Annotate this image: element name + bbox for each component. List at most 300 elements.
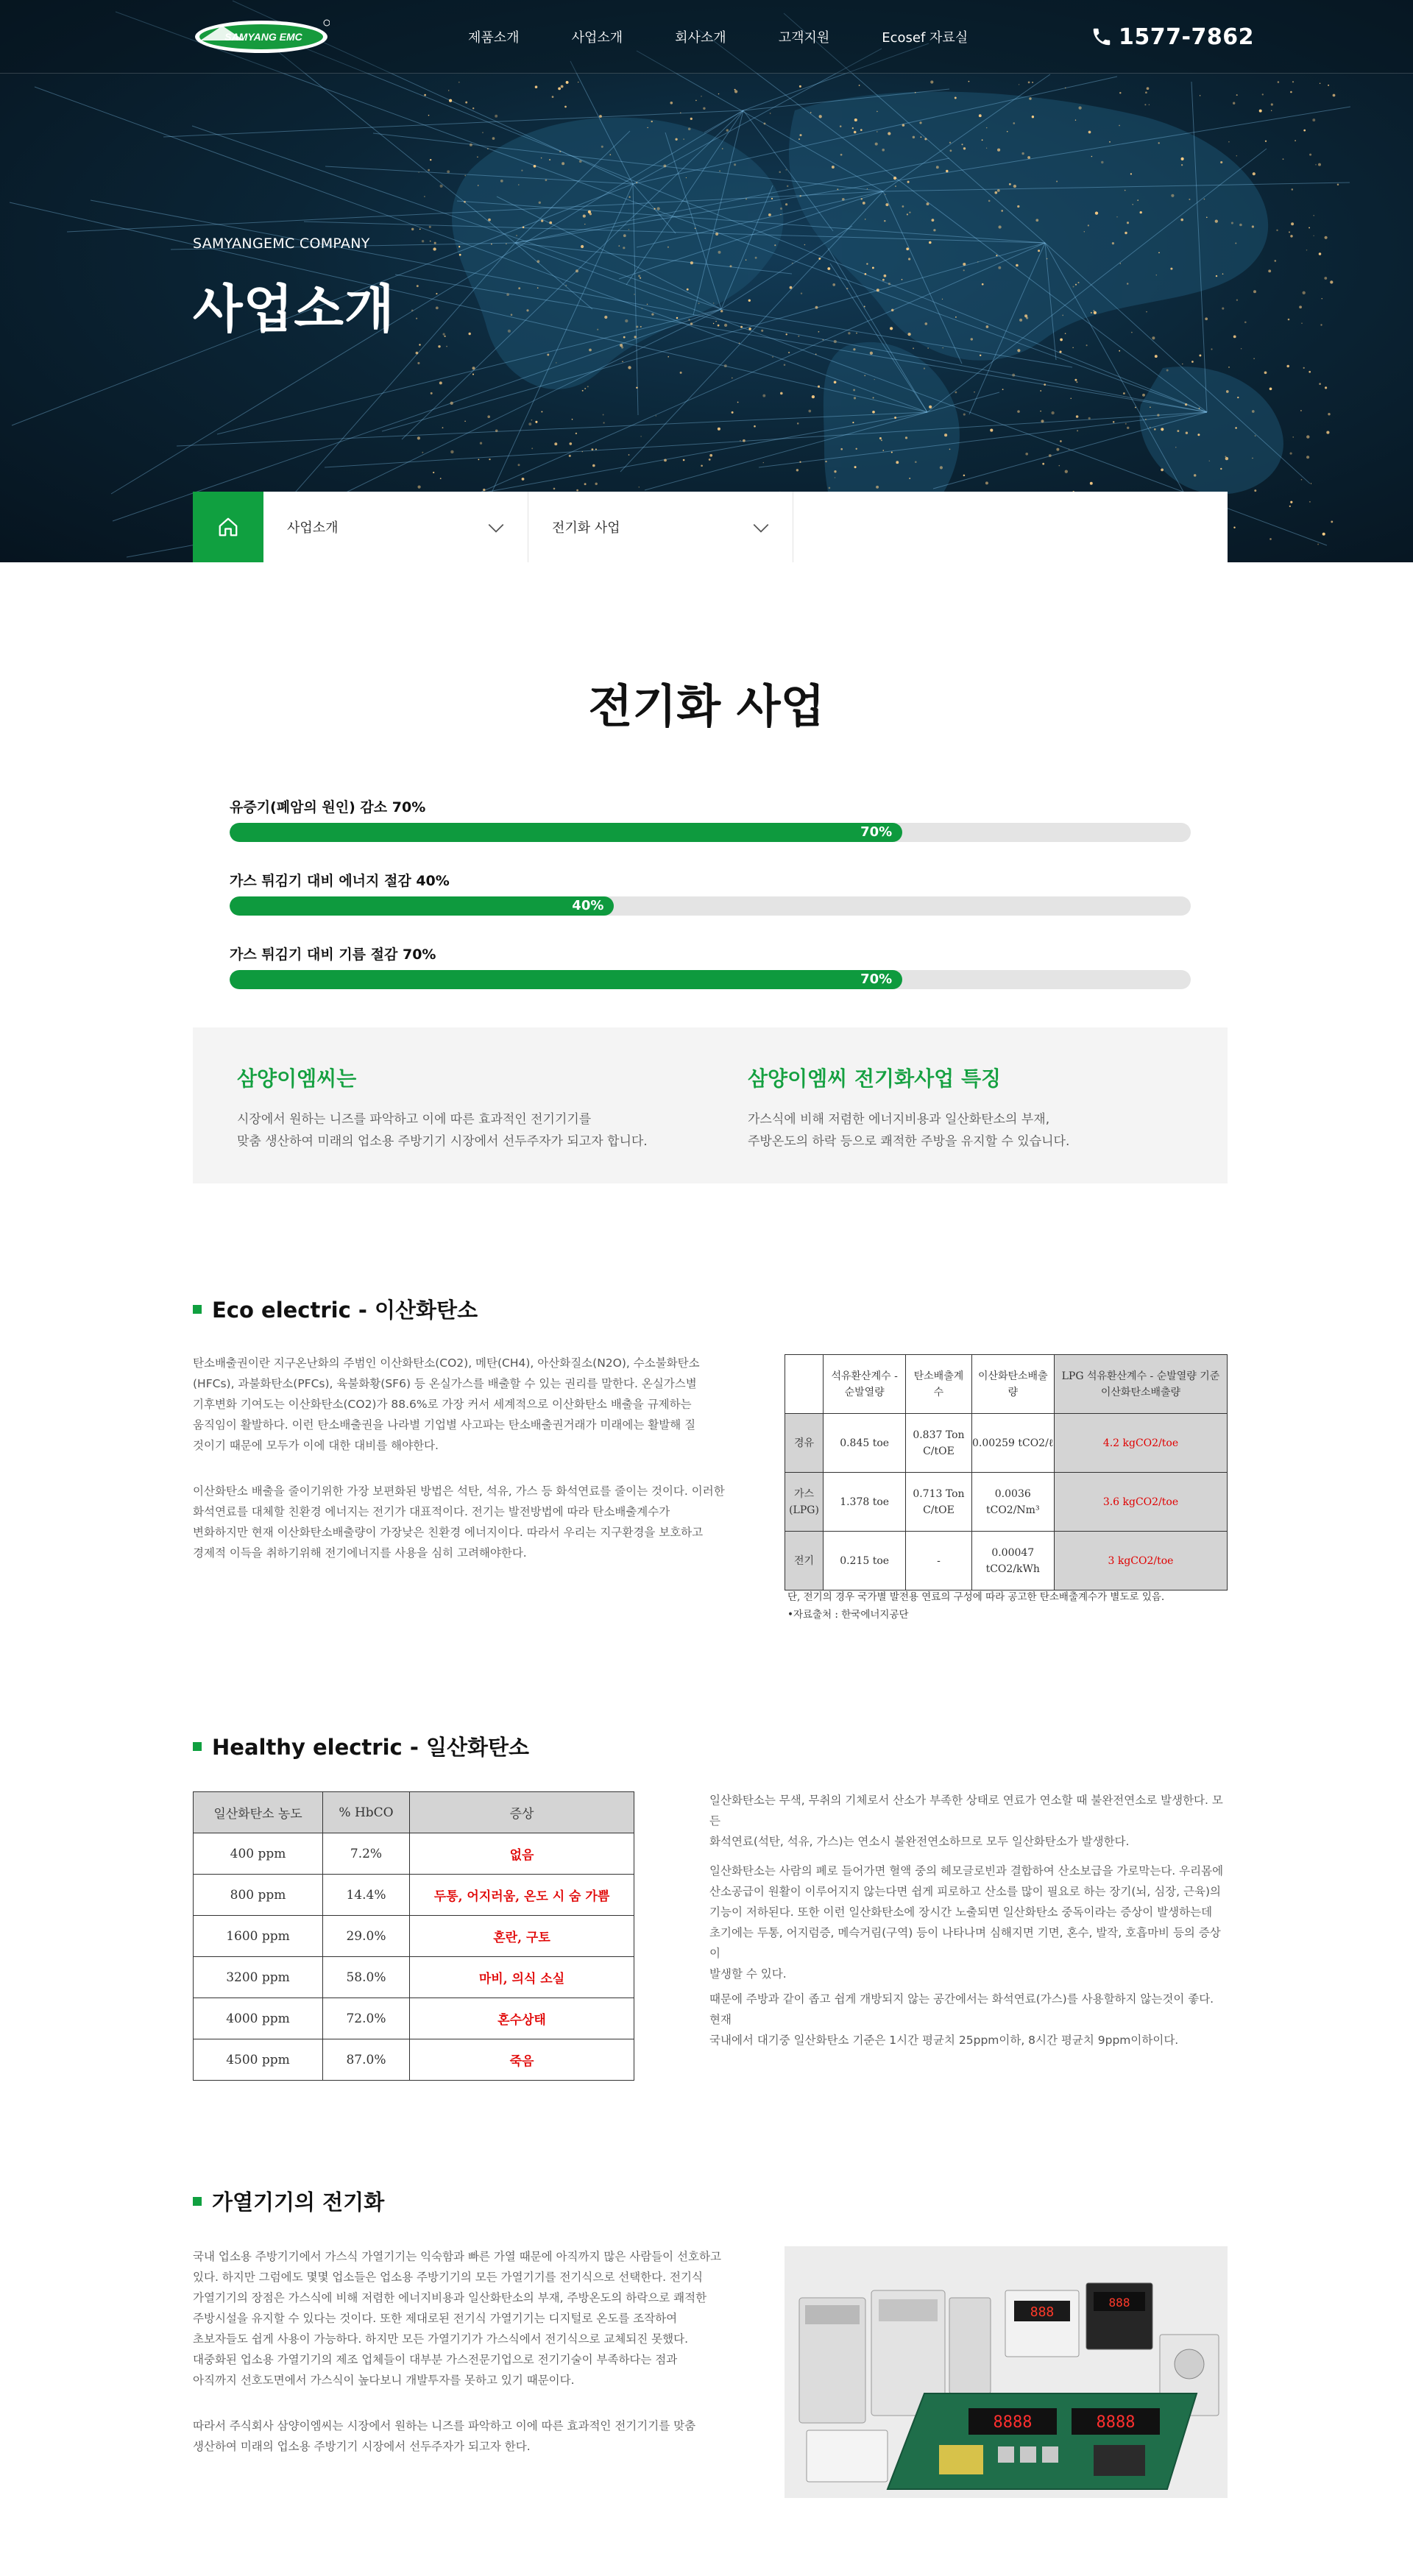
- city-light: [834, 340, 837, 343]
- city-light: [1056, 181, 1058, 183]
- city-light: [955, 392, 957, 394]
- city-light: [591, 448, 593, 450]
- city-light: [732, 411, 734, 414]
- city-light: [1062, 315, 1063, 316]
- city-light: [1185, 403, 1187, 406]
- nav-ecosef[interactable]: Ecosef 자료실: [882, 30, 968, 46]
- city-light: [1028, 82, 1030, 84]
- city-light: [774, 244, 776, 246]
- city-light: [495, 115, 497, 118]
- city-light: [1029, 97, 1032, 100]
- square-bullet-icon: [193, 1742, 202, 1751]
- city-light: [625, 319, 628, 322]
- city-light: [1228, 367, 1230, 368]
- table-row: [785, 1473, 1228, 1532]
- city-light: [888, 283, 890, 285]
- city-light: [640, 436, 642, 437]
- city-light: [872, 411, 875, 414]
- city-light: [1325, 386, 1327, 389]
- stat-bar-2: [230, 870, 1191, 916]
- healthy-para-line: 때문에 주방과 같이 좁고 쉽게 개방되지 않는 공간에서는 화석연료(가스)를 사용할하지 않는것이 좋다. 현재: [709, 1992, 1214, 2026]
- stat-bar-label: 가스 튀김기 대비 에너지 절감 40%: [230, 873, 450, 889]
- city-light: [929, 406, 932, 408]
- city-light: [1306, 250, 1308, 251]
- eco-para-line: 이산화탄소 배출을 줄이기위한 가장 보편화된 방법은 석탄, 석유, 가스 등 화석연료를 줄이는 것이다. 이러한: [193, 1485, 725, 1498]
- city-light: [531, 420, 533, 421]
- heater-para-line: 가열기기의 장점은 가스식에 비해 저렴한 에너지비용과 일산화탄소의 부재, 주방온도의 하락으로 쾌적한: [193, 2291, 707, 2304]
- city-light: [877, 289, 879, 291]
- city-light: [1301, 323, 1302, 324]
- city-light: [1236, 300, 1238, 301]
- city-light: [825, 461, 826, 462]
- city-light: [478, 185, 479, 186]
- city-light: [584, 483, 587, 485]
- city-light: [582, 451, 583, 452]
- table-row: [194, 1916, 634, 1957]
- city-light: [698, 302, 700, 304]
- table-row: [194, 1998, 634, 2039]
- city-light: [1086, 344, 1088, 346]
- city-light: [549, 222, 552, 224]
- city-light: [852, 422, 854, 423]
- city-light: [877, 111, 878, 113]
- city-light: [561, 85, 564, 88]
- city-light: [1078, 106, 1081, 109]
- city-light: [780, 214, 781, 215]
- city-light: [998, 266, 1001, 269]
- city-light: [1065, 470, 1068, 473]
- city-light: [535, 85, 538, 88]
- city-light: [1265, 141, 1267, 142]
- city-light: [417, 362, 419, 364]
- city-light: [1137, 199, 1138, 201]
- city-light: [472, 374, 474, 375]
- city-light: [534, 165, 536, 168]
- city-light: [1095, 211, 1098, 214]
- city-light: [1094, 311, 1097, 314]
- city-light: [840, 448, 843, 450]
- city-light: [748, 300, 751, 302]
- city-light: [1317, 543, 1319, 545]
- city-light: [915, 92, 916, 93]
- table-cell: 0.00259 tCO2/ℓ: [971, 1414, 1054, 1473]
- city-light: [977, 261, 978, 262]
- city-light: [438, 345, 440, 347]
- city-light: [1125, 423, 1127, 425]
- city-light: [450, 402, 453, 405]
- city-light: [459, 254, 461, 256]
- city-light: [818, 386, 820, 388]
- eco-paragraph-1: [193, 1353, 737, 1456]
- city-light: [589, 213, 592, 215]
- city-light: [772, 356, 773, 358]
- city-light: [477, 157, 478, 158]
- city-light: [464, 201, 466, 203]
- city-light: [521, 170, 523, 171]
- square-bullet-icon: [193, 2197, 202, 2206]
- table-cell: 87.0%: [323, 2039, 410, 2081]
- heater-para-line: 생산하여 미래의 업소용 주방기기 시장에서 선두주자가 되고자 한다.: [193, 2440, 531, 2453]
- city-light: [483, 489, 485, 491]
- city-light: [495, 430, 498, 433]
- city-light: [950, 149, 952, 152]
- city-light: [1150, 406, 1151, 408]
- city-light: [695, 100, 697, 102]
- city-light: [873, 397, 874, 398]
- city-light: [537, 287, 539, 289]
- stat-bar-fill: 40%: [230, 896, 614, 916]
- city-light: [896, 461, 899, 464]
- co2-table: [785, 1354, 1228, 1590]
- city-light: [924, 367, 925, 369]
- city-light: [1119, 350, 1120, 352]
- table-row: [194, 2039, 634, 2081]
- city-light: [1319, 252, 1322, 255]
- city-light: [818, 258, 821, 260]
- city-light: [688, 319, 690, 320]
- city-light: [618, 245, 620, 247]
- city-light: [488, 219, 491, 222]
- city-light: [1093, 310, 1094, 311]
- eco-heading-text: Eco electric - 이산화탄소: [212, 1298, 478, 1323]
- healthy-heading-text: Healthy electric - 일산화탄소: [212, 1735, 530, 1760]
- subnav-dropdown-page[interactable]: [528, 492, 793, 562]
- city-light: [565, 285, 567, 286]
- city-light: [1276, 230, 1278, 231]
- table-cell: 7.2%: [323, 1833, 410, 1875]
- city-light: [1286, 365, 1289, 368]
- city-light: [516, 235, 517, 236]
- city-light: [879, 437, 882, 439]
- city-light: [1017, 410, 1020, 413]
- city-light: [1041, 420, 1044, 422]
- co2-table-note: [787, 1588, 1164, 1624]
- city-light: [785, 203, 787, 205]
- city-light: [1060, 440, 1062, 442]
- city-light: [1206, 217, 1208, 219]
- info-about-line: 시장에서 원하는 니즈를 파악하고 이에 따른 효과적인 전기기기를: [237, 1112, 592, 1127]
- city-light: [748, 328, 751, 330]
- city-light: [676, 317, 679, 319]
- nav-products[interactable]: 제품소개: [468, 30, 520, 46]
- city-light: [804, 244, 806, 246]
- city-light: [924, 322, 927, 325]
- eco-para-line: 화석연료를 대체할 친환경 에너지는 전기가 대표적이다. 전기는 발전방법에 따라 탄소배출계수가: [193, 1505, 670, 1518]
- city-light: [963, 147, 966, 149]
- heater-paragraph-2: [193, 2416, 737, 2457]
- city-light: [1076, 381, 1077, 383]
- city-light: [422, 452, 423, 453]
- city-light: [1065, 333, 1066, 334]
- city-light: [1271, 103, 1273, 105]
- city-light: [1237, 397, 1239, 398]
- city-light: [1205, 317, 1208, 320]
- city-light: [1026, 316, 1028, 319]
- city-light: [1009, 183, 1011, 185]
- city-light: [787, 185, 788, 187]
- city-light: [647, 304, 648, 305]
- city-light: [424, 196, 425, 197]
- city-light: [1065, 88, 1066, 89]
- city-light: [1289, 231, 1290, 233]
- stat-bar-label: 유증기(폐암의 원인) 감소 70%: [230, 799, 426, 815]
- city-light: [470, 144, 472, 146]
- city-light: [1226, 390, 1229, 393]
- city-light: [891, 309, 894, 312]
- table-row-header: 경유: [785, 1414, 824, 1473]
- phone-contact[interactable]: [1091, 22, 1254, 52]
- table-cell: 3200 ppm: [194, 1957, 323, 1998]
- city-light: [472, 107, 474, 109]
- eco-para-line: 움직임이 활발하다. 이런 탄소배출권을 나라별 기업별 사고파는 탄소배출권거래가 미래에는 활발해 질: [193, 1418, 696, 1432]
- city-light: [863, 202, 865, 205]
- city-light: [1313, 215, 1314, 216]
- city-light: [1049, 454, 1052, 457]
- city-light: [885, 203, 888, 206]
- city-light: [480, 442, 482, 445]
- city-light: [921, 136, 922, 138]
- city-light: [940, 466, 943, 469]
- city-light: [866, 263, 868, 264]
- city-light: [1215, 219, 1218, 222]
- city-light: [763, 462, 764, 463]
- city-light: [902, 124, 905, 127]
- hero-banner: [0, 0, 1413, 562]
- city-light: [547, 354, 549, 356]
- city-light: [955, 97, 957, 99]
- city-light: [411, 228, 414, 230]
- city-light: [1303, 291, 1306, 294]
- city-light: [1146, 311, 1147, 313]
- eco-para-line: 탄소배출권이란 지구온난화의 주범인 이산화탄소(CO2), 메탄(CH4), 아산화질소(N2O), 수소불화탄소: [193, 1356, 700, 1370]
- city-light: [531, 447, 533, 449]
- city-light: [1180, 219, 1183, 222]
- city-light: [732, 378, 733, 379]
- city-light: [1301, 479, 1303, 481]
- city-light: [1116, 216, 1117, 217]
- top-bar: [0, 0, 1413, 74]
- city-light: [1194, 474, 1197, 477]
- city-light: [1291, 222, 1294, 225]
- city-light: [1236, 155, 1237, 156]
- city-light: [1038, 250, 1040, 252]
- city-light: [603, 414, 604, 416]
- city-light: [1308, 371, 1311, 373]
- city-light: [770, 113, 771, 114]
- subnav-dropdown-category[interactable]: [263, 492, 528, 562]
- city-light: [1228, 141, 1230, 143]
- city-light: [1051, 411, 1054, 414]
- city-light: [915, 461, 917, 463]
- city-light: [895, 185, 896, 187]
- city-light: [628, 229, 630, 230]
- city-light: [1253, 358, 1254, 359]
- healthy-paragraph-2: [709, 1861, 1228, 1984]
- table-cell: 0.215 toe: [824, 1532, 906, 1590]
- city-light: [595, 449, 597, 450]
- city-light: [1060, 339, 1063, 342]
- table-cell: 마비, 의식 소실: [410, 1957, 634, 1998]
- city-light: [797, 422, 799, 425]
- svg-text:8888: 8888: [1096, 2413, 1136, 2432]
- city-light: [792, 263, 793, 264]
- city-light: [872, 266, 874, 269]
- city-light: [1084, 231, 1085, 232]
- home-button[interactable]: [193, 492, 263, 562]
- city-light: [919, 121, 921, 124]
- city-light: [1233, 526, 1235, 528]
- city-light: [417, 285, 419, 287]
- city-light: [846, 288, 848, 289]
- city-light: [1161, 428, 1164, 431]
- city-light: [440, 478, 442, 479]
- city-light: [865, 273, 867, 275]
- city-light: [440, 185, 443, 188]
- city-light: [623, 247, 625, 249]
- city-light: [1177, 430, 1179, 432]
- city-light: [1252, 458, 1253, 459]
- city-light: [1308, 227, 1310, 228]
- city-light: [1125, 232, 1127, 234]
- city-light: [439, 381, 442, 384]
- city-light: [722, 148, 723, 149]
- city-light: [640, 326, 642, 328]
- city-light: [597, 329, 598, 330]
- city-light: [827, 267, 830, 270]
- city-light: [988, 200, 991, 202]
- city-light: [623, 234, 626, 237]
- city-light: [680, 372, 682, 374]
- table-cell: 혼란, 구토: [410, 1916, 634, 1957]
- table-cell: 29.0%: [323, 1916, 410, 1957]
- city-light: [818, 331, 820, 333]
- table-cell: 4000 ppm: [194, 1998, 323, 2039]
- city-light: [572, 419, 573, 420]
- healthy-para-line: 발생할 수 있다.: [709, 1967, 787, 1981]
- nav-business[interactable]: 사업소개: [571, 30, 623, 46]
- city-light: [746, 198, 747, 199]
- city-light: [709, 454, 712, 457]
- city-light: [875, 143, 878, 146]
- city-light: [1268, 269, 1271, 272]
- city-light: [1074, 379, 1077, 381]
- city-light: [982, 283, 984, 286]
- city-light: [1072, 347, 1073, 348]
- nav-company[interactable]: 회사소개: [675, 30, 726, 46]
- city-light: [1088, 224, 1089, 226]
- city-light: [1233, 335, 1236, 338]
- city-light: [1017, 349, 1020, 352]
- city-light: [709, 459, 711, 461]
- city-light: [1309, 501, 1311, 503]
- eco-para-line: 변화하지만 현재 이산화탄소배출량이 가장낮은 친환경 에너지이다. 따라서 우리는 지구환경을 보호하고: [193, 1526, 704, 1539]
- city-light: [566, 81, 569, 84]
- city-light: [487, 148, 489, 149]
- city-light: [944, 434, 947, 436]
- city-light: [1119, 92, 1121, 93]
- city-light: [1032, 116, 1034, 118]
- city-light: [974, 392, 975, 393]
- city-light: [449, 99, 452, 102]
- city-light: [761, 330, 763, 332]
- stat-bar-track: [230, 823, 1191, 842]
- city-light: [472, 367, 475, 369]
- city-light: [419, 228, 421, 230]
- city-light: [556, 362, 557, 364]
- home-icon: [217, 516, 239, 538]
- city-light: [1299, 305, 1302, 308]
- logo-icon[interactable]: [193, 18, 330, 55]
- eco-para-line: 것이기 때문에 모두가 이에 대한 대비를 해야한다.: [193, 1439, 439, 1452]
- city-light: [549, 159, 550, 160]
- city-light: [1056, 448, 1059, 451]
- city-light: [784, 364, 786, 366]
- table-note-line: 단, 전기의 경우 국가별 발전용 연료의 구성에 따라 공고한 탄소배출계수가 별도로 있음.: [787, 1591, 1165, 1603]
- city-light: [930, 80, 933, 83]
- city-light: [739, 343, 740, 344]
- city-light: [907, 333, 910, 336]
- city-light: [801, 292, 802, 294]
- city-light: [986, 325, 989, 328]
- city-light: [434, 242, 436, 244]
- city-light: [909, 211, 910, 213]
- city-light: [1326, 431, 1329, 434]
- city-light: [628, 366, 631, 369]
- heater-paragraph-1: [193, 2246, 737, 2391]
- city-light: [718, 325, 720, 327]
- table-cell: 58.0%: [323, 1957, 410, 1998]
- city-light: [620, 344, 623, 347]
- page-title: 전기화 사업: [588, 679, 825, 733]
- city-light: [640, 277, 641, 279]
- city-light: [537, 260, 540, 263]
- table-cell: 0.713 Ton C/tOE: [906, 1473, 971, 1532]
- table-header-row: [785, 1355, 1228, 1414]
- city-light: [458, 82, 460, 83]
- city-light: [894, 417, 896, 419]
- city-light: [469, 333, 471, 335]
- city-light: [834, 381, 837, 383]
- city-light: [1109, 141, 1111, 143]
- city-light: [883, 450, 885, 451]
- city-light: [1088, 417, 1091, 420]
- city-light: [582, 390, 584, 392]
- nav-support[interactable]: 고객지원: [778, 30, 830, 46]
- city-light: [876, 486, 879, 489]
- healthy-para-line: 기능이 저하된다. 또한 이런 일산화탄소에 장시간 노출되면 일산화탄소 중독이라는 증상이 발생하는데: [709, 1906, 1213, 1919]
- city-light: [1075, 284, 1077, 286]
- city-light: [936, 166, 939, 169]
- city-light: [559, 151, 561, 152]
- city-light: [740, 326, 743, 328]
- city-light: [433, 247, 436, 250]
- city-light: [448, 90, 449, 91]
- city-light: [979, 114, 982, 117]
- city-light: [701, 96, 702, 97]
- eco-para-line: 기후변화 기여도는 이산화탄소(CO2)가 88.6%로 가장 커서 세계적으로 이산화탄소 배출을 규제하는: [193, 1398, 692, 1411]
- healthy-para-line: 초기에는 두통, 어지럼증, 메슥거림(구역) 등이 나타나며 심해지면 기면, 혼수, 발작, 호흡마비 등의 증상이: [709, 1926, 1221, 1960]
- city-light: [796, 469, 798, 471]
- healthy-para-line: 화석연료(석탄, 석유, 가스)는 연소시 불완전연소하므로 모두 일산화탄소가 발생한다.: [709, 1835, 1130, 1848]
- table-row-header: 가스 (LPG): [785, 1473, 824, 1532]
- city-light: [1231, 222, 1233, 224]
- table-cell: 400 ppm: [194, 1833, 323, 1875]
- city-light: [729, 265, 732, 267]
- heater-para-line: 따라서 주식회사 삼양이엠씨는 시장에서 원하는 니즈를 파악하고 이에 따른 효과적인 전기기기를 맞춤: [193, 2419, 696, 2432]
- city-light: [780, 208, 782, 210]
- city-light: [1220, 468, 1222, 470]
- table-header: 탄소배출계수: [906, 1355, 971, 1414]
